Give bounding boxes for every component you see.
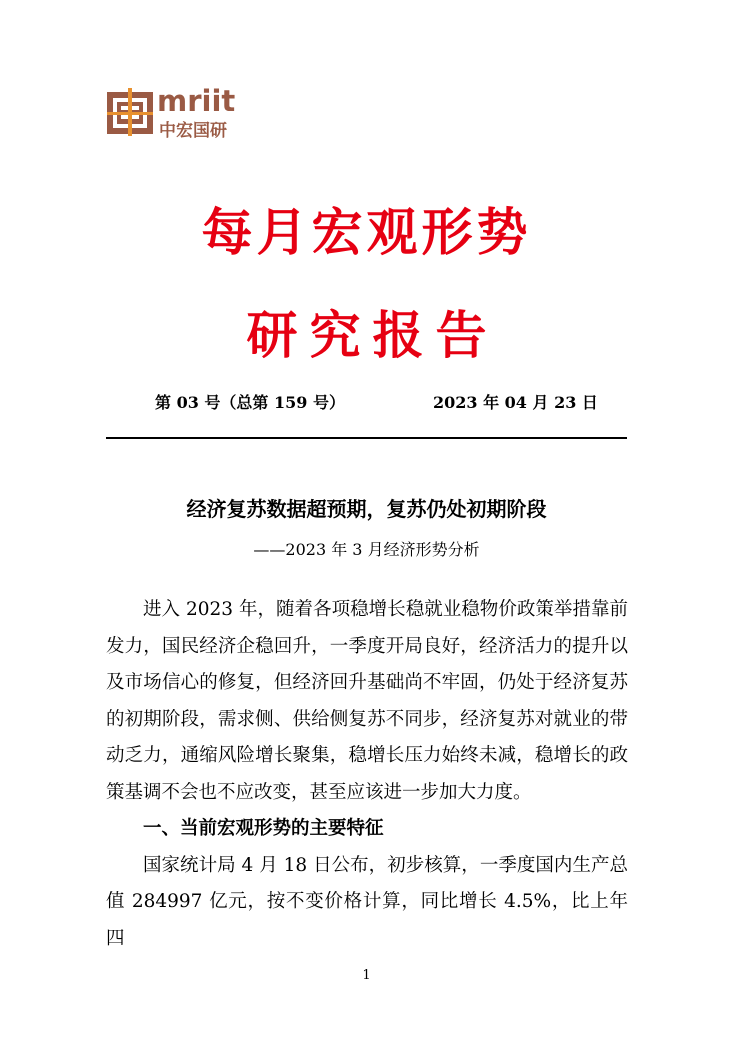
article-subtitle: ——2023 年 3 月经济形势分析 <box>253 540 480 559</box>
article-body <box>106 592 628 957</box>
issue-number: 第 03 号（总第 159 号） <box>155 393 345 412</box>
section-heading: 一、当前宏观形势的主要特征 <box>143 818 384 839</box>
report-date: 2023 年 04 月 23 日 <box>433 393 598 412</box>
report-title-line2: 研究报告 <box>246 307 499 366</box>
article-title: 经济复苏数据超预期，复苏仍处初期阶段 <box>186 497 547 521</box>
logo-text-cn: 中宏国研 <box>159 121 227 141</box>
logo-text-en: mriit <box>157 84 236 118</box>
header-divider <box>106 437 627 439</box>
report-title-line1: 每月宏观形势 <box>201 204 532 263</box>
intro-paragraph: 进入 2023 年，随着各项稳增长稳就业稳物价政策举措靠前发力，国民经济企稳回升，一季度开局良好，经济活力的提升以及市场信心的修复，但经济回升基础尚不牢固，仍处于经济复苏的初期阶段，需求侧、供给侧复苏不同步，经济复苏对就业的带动乏力，通缩风险增长聚集，稳增长压力始终未减，稳增长的政策基调不会也不应改变，甚至应该进一步加大力度。 <box>106 599 628 803</box>
logo-mark-icon <box>107 88 153 136</box>
section-paragraph: 国家统计局 4 月 18 日公布，初步核算，一季度国内生产总值 284997 亿元，按不变价格计算，同比增长 4.5%，比上年四 <box>106 854 628 949</box>
page-number: 1 <box>362 968 371 983</box>
